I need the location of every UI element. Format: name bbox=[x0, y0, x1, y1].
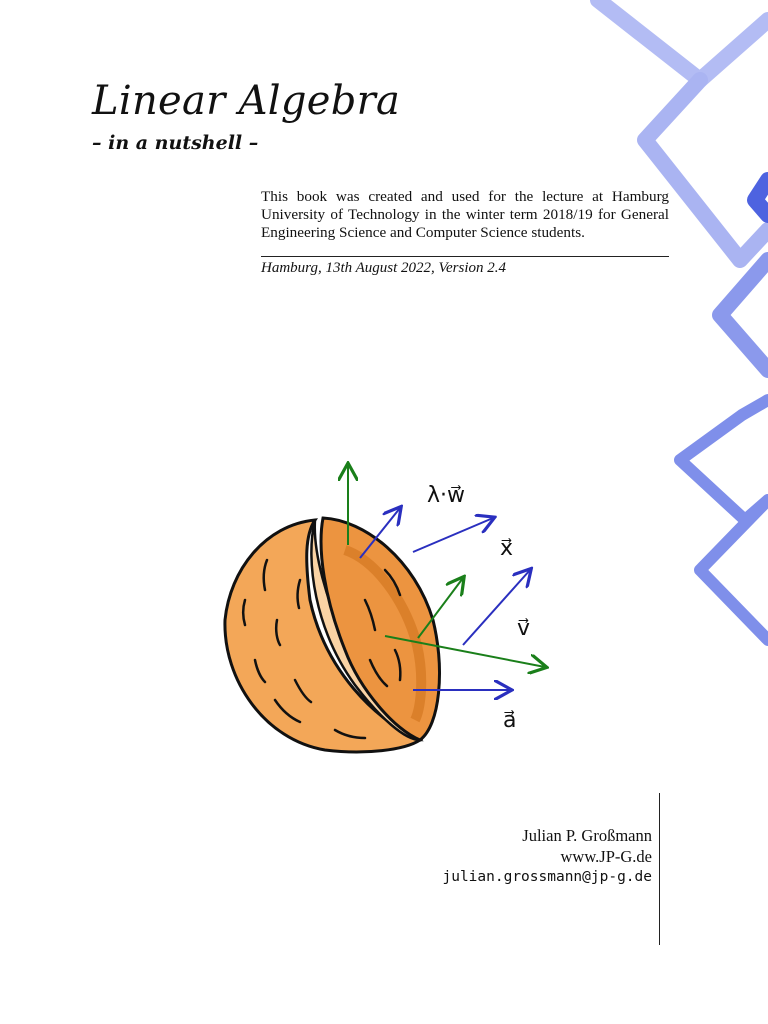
book-title: Linear Algebra bbox=[92, 78, 401, 124]
vertical-rule bbox=[659, 793, 660, 945]
walnut-with-vectors-icon bbox=[205, 450, 555, 770]
author-email[interactable]: julian.grossmann@jp-g.de bbox=[442, 869, 652, 885]
label-v: v⃗ bbox=[517, 616, 531, 641]
label-lambda-w: λ·w⃗ bbox=[427, 483, 466, 508]
author-name: Julian P. Großmann bbox=[522, 826, 652, 845]
horizontal-rule bbox=[261, 256, 669, 257]
book-subtitle: – in a nutshell – bbox=[92, 132, 259, 154]
author-block bbox=[442, 825, 652, 888]
label-a: a⃗ bbox=[503, 708, 517, 733]
dateline: Hamburg, 13th August 2022, Version 2.4 bbox=[261, 260, 507, 276]
label-x: x⃗ bbox=[500, 536, 514, 561]
abstract-text: This book was created and used for the lecture at Hamburg University of Technology in the winter term 2018/19 for General Engineering Science and Computer Science students. bbox=[261, 188, 669, 241]
author-website[interactable]: www.JP-G.de bbox=[560, 847, 652, 866]
